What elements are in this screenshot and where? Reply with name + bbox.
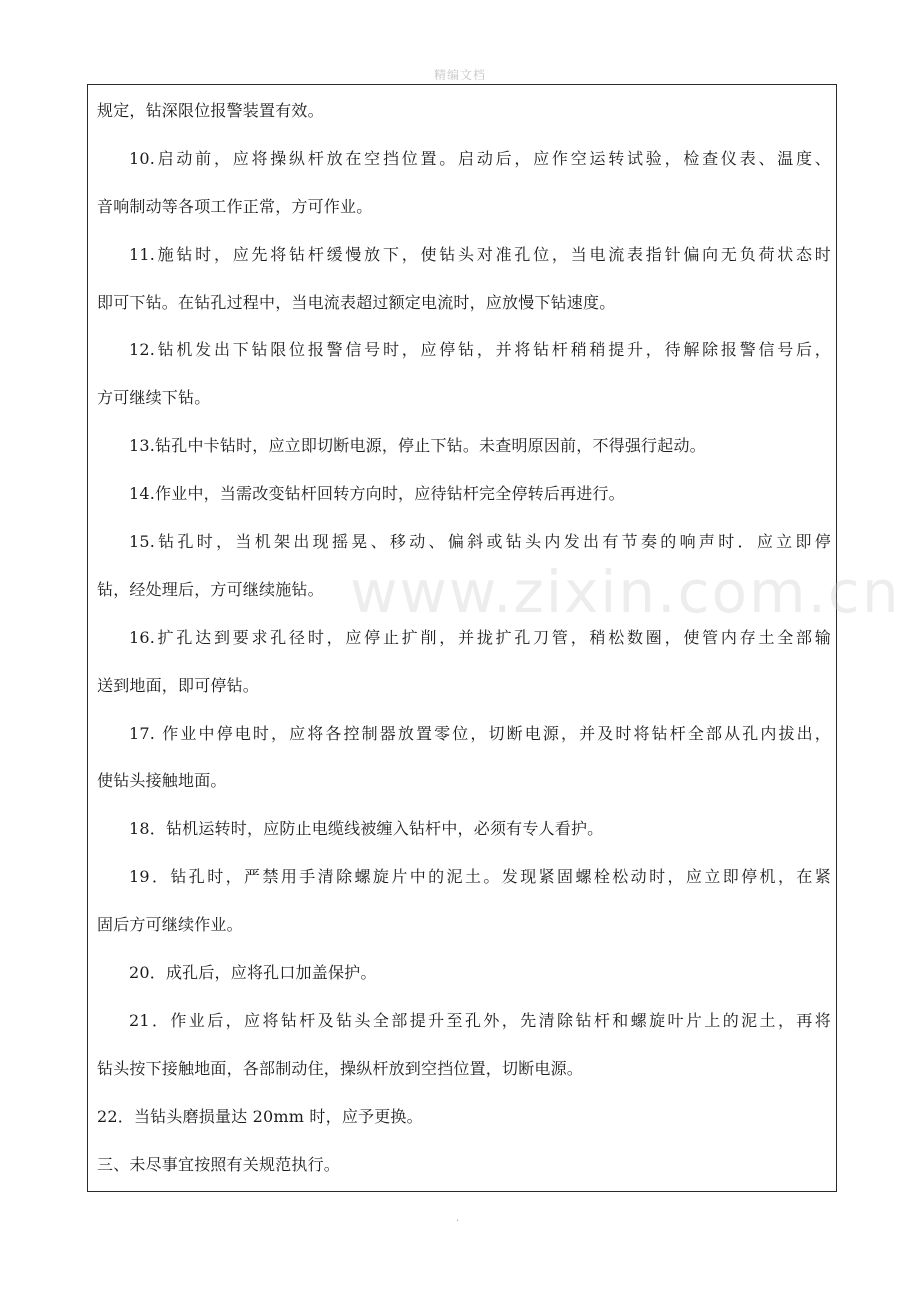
body-line: 即可下钻。在钻孔过程中，当电流表超过额定电流时，应放慢下钻速度。	[97, 292, 616, 312]
body-line: 10.启动前，应将操纵杆放在空挡位置。启动后，应作空运转试验，检查仪表、温度、	[129, 148, 831, 168]
body-line: 12.钻机发出下钻限位报警信号时，应停钻，并将钻杆稍稍提升，待解除报警信号后，	[129, 340, 831, 360]
body-line: 方可继续下钻。	[97, 388, 211, 408]
body-line: 19．钻孔时，严禁用手清除螺旋片中的泥土。发现紧固螺栓松动时，应立即停机，在紧	[129, 867, 831, 887]
body-line: 使钻头接触地面。	[97, 771, 227, 791]
body-line: 钻，经处理后，方可继续施钻。	[97, 579, 324, 599]
body-line: 15.钻孔时，当机架出现摇晃、移动、偏斜或钻头内发出有节奏的响声时．应立即停	[129, 532, 831, 552]
body-line: 固后方可继续作业。	[97, 915, 243, 935]
body-line: 三、未尽事宜按照有关规范执行。	[97, 1154, 341, 1174]
body-line: 规定，钻深限位报警装置有效。	[97, 101, 324, 120]
body-line: 16.扩孔达到要求孔径时，应停止扩削，并拢扩孔刀管，稍松数圈，使管内存土全部输	[129, 627, 831, 647]
body-line: 14.作业中，当需改变钻杆回转方向时，应待钻杆完全停转后再进行。	[129, 484, 625, 504]
site-watermark: www.zixin.com.cn	[350, 558, 901, 626]
body-line: 钻头按下接触地面，各部制动住，操纵杆放到空挡位置，切断电源。	[97, 1058, 584, 1078]
footer-dot: .	[456, 1213, 460, 1224]
body-line: 17. 作业中停电时，应将各控制器放置零位，切断电源，并及时将钻杆全部从孔内拔出，	[129, 723, 831, 743]
body-line: 13.钻孔中卡钻时，应立即切断电源，停止下钻。未查明原因前，不得强行起动。	[129, 436, 706, 456]
body-line: 送到地面，即可停钻。	[97, 675, 260, 695]
body-line: 20．成孔后，应将孔口加盖保护。	[129, 963, 377, 983]
document-body	[97, 97, 831, 1198]
header-watermark-text: 精编文档	[433, 68, 486, 82]
body-line: 音响制动等各项工作正常，方可作业。	[97, 196, 373, 216]
body-line: 18．钻机运转时，应防止电缆线被缠入钻杆中，必须有专人看护。	[129, 819, 604, 839]
body-line: 22．当钻头磨损量达 20mm 时，应予更换。	[97, 1106, 423, 1126]
body-line: 11.施钻时，应先将钻杆缓慢放下，使钻头对准孔位，当电流表指针偏向无负荷状态时	[129, 244, 831, 264]
body-line: 21．作业后，应将钻杆及钻头全部提升至孔外，先清除钻杆和螺旋叶片上的泥土，再将	[129, 1010, 831, 1030]
